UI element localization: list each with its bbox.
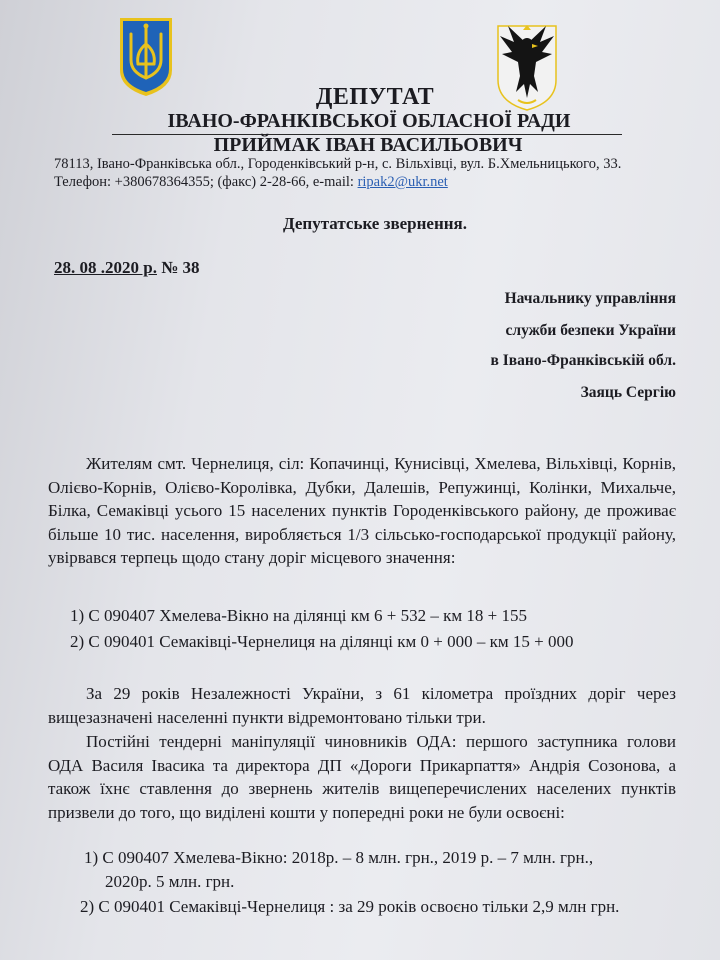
body-paragraph: За 29 років Незалежності України, з 61 кілометра проїздних доріг через вищезазначені населенні пункти відремонтовано тільки три. (48, 684, 676, 727)
header-phone: Телефон: +380678364355; (факс) 2-28-66, e-mail: (54, 174, 354, 190)
document-date-number (54, 258, 200, 278)
list-item: 2) С 090401 Семаківці-Чернелиця : за 29 років освоєно тільки 2,9 млн грн. (80, 897, 620, 916)
body-paragraph: Жителям смт. Чернелиця, сіл: Копачинці, Кунисівці, Хмелева, Вільхівці, Корнів, Олієво-Корнів, Олієво-Королівка, Дубки, Далешів, Репужинці, Колінки, Михальче, Білка, Семаківці усього 15 населених пунктів Городенківського району, де проживає більше 10 тис. населення, виробляється 1/3 сільсько-господарської продукції району, увірвався терпець щодо стану доріг місцевого значення: (48, 454, 676, 567)
document-title: Депутатське звернення. (282, 214, 467, 233)
header-name: ПРИЙМАК ІВАН ВАСИЛЬОВИЧ (213, 134, 523, 156)
list-item: 1) С 090407 Хмелева-Вікно: 2018р. – 8 млн. грн., 2019 р. – 7 млн. грн., (84, 848, 594, 867)
list-item-continuation: 2020р. 5 млн. грн. (105, 872, 235, 891)
addressee-line: Заяць Сергію (580, 384, 676, 401)
header-contacts (54, 174, 448, 191)
body-paragraph: Постійні тендерні маніпуляції чиновників ОДА: першого заступника голови ОДА Василя Івасика та директора ДП «Дороги Прикарпаття» Андрія Созонова, а також їхнє ставлення до звернень жителів вищеперечислених населених пунктів призвели до того, що виділені кошти у попередні роки не були освоєні: (48, 732, 676, 822)
document-number: № 38 (161, 258, 200, 277)
header-address: 78113, Івано-Франківська обл., Городенківський р-н, с. Вільхівці, вул. Б.Хмельницького, 33. (54, 156, 622, 172)
list-item: 1) С 090407 Хмелева-Вікно на ділянці км 6 + 532 – км 18 + 155 (70, 606, 527, 625)
addressee-line: служби безпеки України (505, 322, 676, 339)
header-council: ІВАНО-ФРАНКІВСЬКОЇ ОБЛАСНОЇ РАДИ (167, 110, 571, 132)
document-date: 28. 08 .2020 р. (54, 258, 157, 277)
header-title: ДЕПУТАТ (315, 84, 435, 110)
email-link[interactable]: ripak2@ukr.net (357, 174, 448, 190)
list-item: 2) С 090401 Семаківці-Чернелиця на ділянці км 0 + 000 – км 15 + 000 (70, 632, 574, 651)
addressee-line: в Івано-Франківській обл. (490, 352, 676, 369)
addressee-line: Начальнику управління (504, 290, 676, 307)
